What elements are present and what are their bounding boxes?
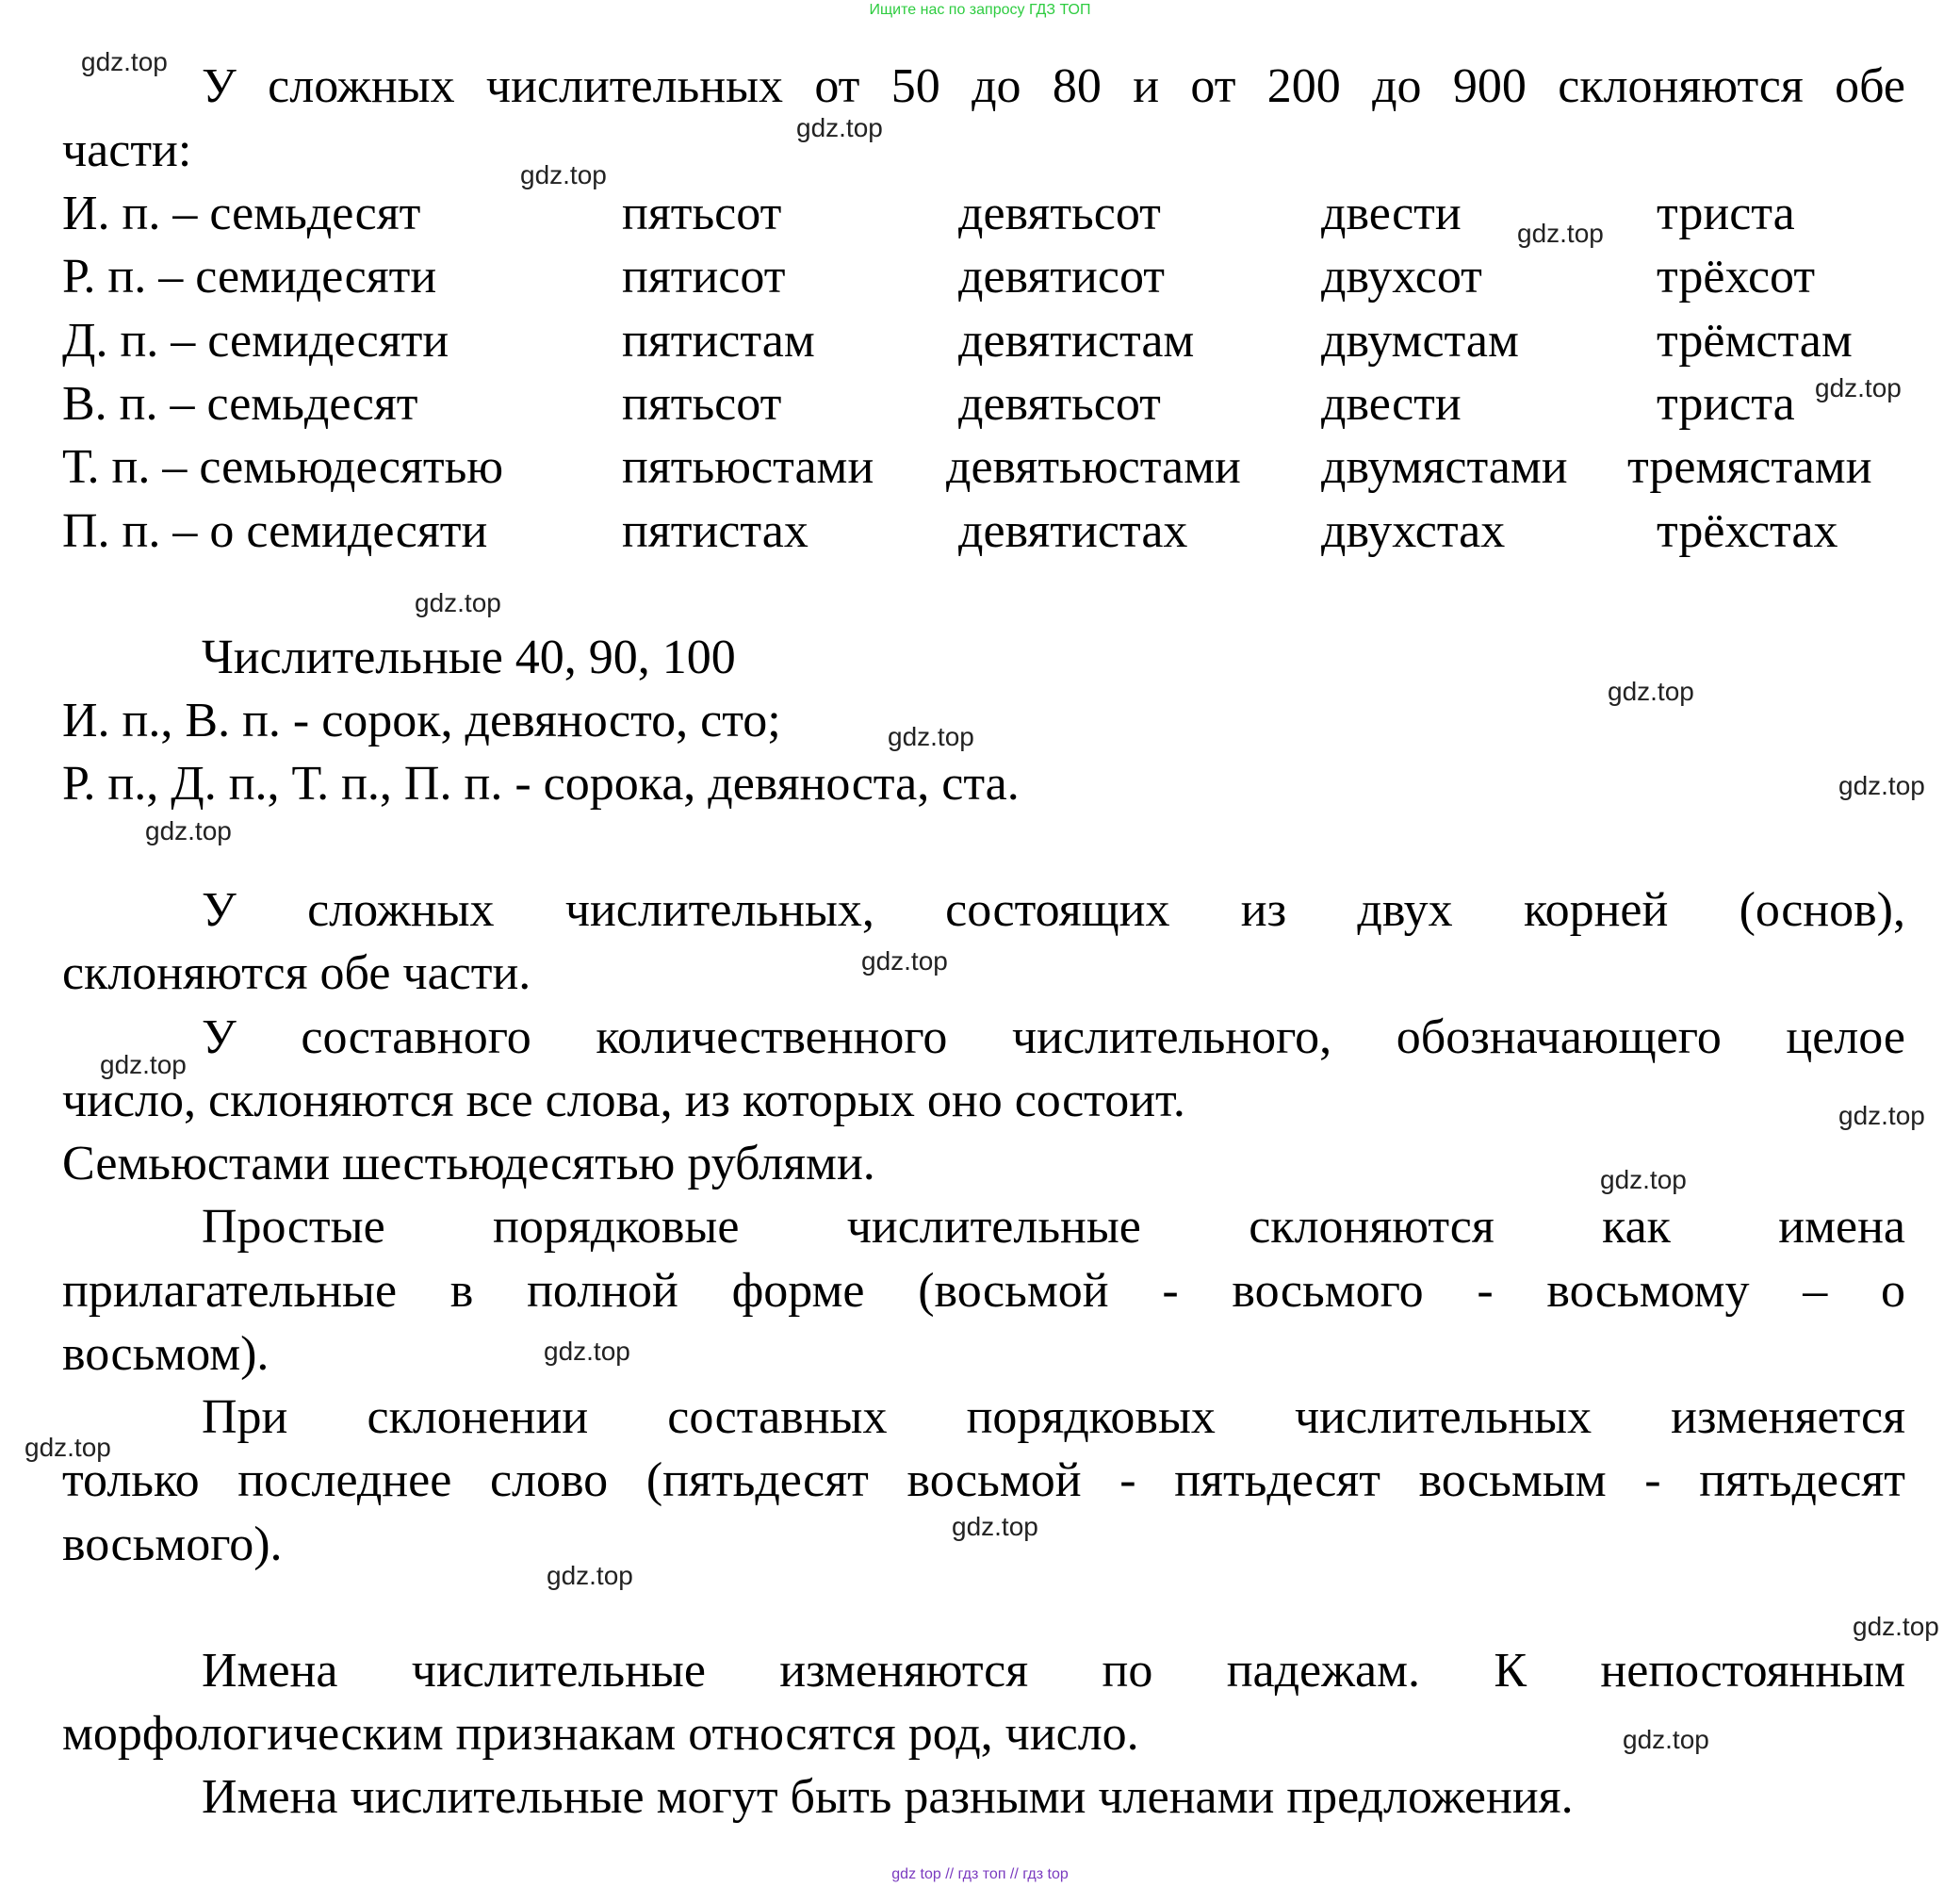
table-cell: двести	[1321, 377, 1462, 431]
table-cell: девятистам	[958, 314, 1195, 368]
table-cell: двухсот	[1321, 250, 1482, 304]
table-cell: девятистах	[958, 504, 1188, 558]
table-cell: Т. п. – семьюдесятью	[62, 440, 504, 494]
para1-line1: У сложных числительных от 50 до 80 и от 200 до 900 склоняются обе	[202, 59, 1905, 113]
table-cell: пятисот	[622, 250, 786, 304]
para7-line1: Имена числительные изменяются по падежам. К непостоянным	[202, 1644, 1905, 1698]
table-cell: П. п. – о семидесяти	[62, 504, 488, 558]
para1-line2: части:	[62, 123, 192, 177]
bottom-banner: gdz top // гдз топ // гдз top	[891, 1866, 1069, 1882]
watermark: gdz.top	[520, 160, 607, 189]
para2-line1: И. п., В. п. - сорок, девяносто, сто;	[62, 694, 781, 747]
para4-line2: число, склоняются все слова, из которых оно состоит.	[62, 1074, 1185, 1127]
table-cell: трёмстам	[1657, 314, 1853, 368]
table-cell: пятистах	[622, 504, 808, 558]
watermark: gdz.top	[1600, 1165, 1687, 1194]
top-banner: Ищите нас по запросу ГДЗ ТОП	[869, 2, 1091, 18]
para2-line2: Р. п., Д. п., Т. п., П. п. - сорока, девяноста, ста.	[62, 757, 1020, 811]
para7-line3: Имена числительные могут быть разными членами предложения.	[202, 1770, 1574, 1824]
para2-heading: Числительные 40, 90, 100	[202, 631, 736, 684]
para6-line2: только последнее слово (пятьдесят восьмой - пятьдесят восьмым - пятьдесят	[62, 1453, 1905, 1507]
table-cell: тремястами	[1627, 440, 1872, 494]
watermark: gdz.top	[1608, 677, 1694, 706]
watermark: gdz.top	[145, 816, 232, 845]
table-cell: пятистам	[622, 314, 815, 368]
table-cell: Р. п. – семидесяти	[62, 250, 437, 304]
table-cell: И. п. – семьдесят	[62, 187, 421, 240]
table-cell: девятьсот	[958, 377, 1161, 431]
table-cell: Д. п. – семидесяти	[62, 314, 449, 368]
para3-line2: склоняются обе части.	[62, 946, 531, 1000]
table-cell: двумястами	[1321, 440, 1568, 494]
watermark: gdz.top	[1517, 219, 1604, 248]
para7-line2: морфологическим признакам относятся род, число.	[62, 1707, 1139, 1761]
table-cell: В. п. – семьдесят	[62, 377, 418, 431]
watermark: gdz.top	[81, 47, 168, 76]
table-cell: двести	[1321, 187, 1462, 240]
watermark: gdz.top	[544, 1337, 630, 1366]
watermark: gdz.top	[861, 946, 948, 976]
table-cell: девятьюстами	[946, 440, 1241, 494]
table-cell: девятьсот	[958, 187, 1161, 240]
table-cell: трёхсот	[1657, 250, 1816, 304]
para5-line3: восьмом).	[62, 1327, 270, 1381]
para5-line2: прилагательные в полной форме (восьмой - восьмого - восьмому – о	[62, 1264, 1905, 1318]
watermark: gdz.top	[1838, 771, 1925, 800]
watermark: gdz.top	[1853, 1612, 1939, 1641]
table-cell: пятьсот	[622, 377, 782, 431]
watermark: gdz.top	[1838, 1101, 1925, 1130]
watermark: gdz.top	[888, 722, 974, 751]
watermark: gdz.top	[952, 1512, 1038, 1541]
watermark: gdz.top	[24, 1433, 111, 1462]
table-cell: двумстам	[1321, 314, 1519, 368]
table-cell: трёхстах	[1657, 504, 1838, 558]
watermark: gdz.top	[415, 588, 501, 617]
watermark: gdz.top	[1815, 373, 1902, 402]
para3-line1: У сложных числительных, состоящих из двух корней (основ),	[202, 883, 1905, 937]
table-cell: триста	[1657, 187, 1795, 240]
watermark: gdz.top	[100, 1050, 187, 1079]
para4-line3: Семьюстами шестьюдесятью рублями.	[62, 1137, 875, 1190]
para6-line3: восьмого).	[62, 1518, 283, 1571]
para4-line1: У составного количественного числительного, обозначающего целое	[202, 1010, 1905, 1064]
watermark: gdz.top	[796, 113, 883, 142]
para5-line1: Простые порядковые числительные склоняются как имена	[202, 1200, 1905, 1254]
table-cell: триста	[1657, 377, 1795, 431]
para6-line1: При склонении составных порядковых числительных изменяется	[202, 1390, 1905, 1444]
table-cell: пятьсот	[622, 187, 782, 240]
table-cell: девятисот	[958, 250, 1165, 304]
watermark: gdz.top	[547, 1561, 633, 1590]
watermark: gdz.top	[1623, 1725, 1709, 1754]
table-cell: пятьюстами	[622, 440, 874, 494]
table-cell: двухстах	[1321, 504, 1506, 558]
